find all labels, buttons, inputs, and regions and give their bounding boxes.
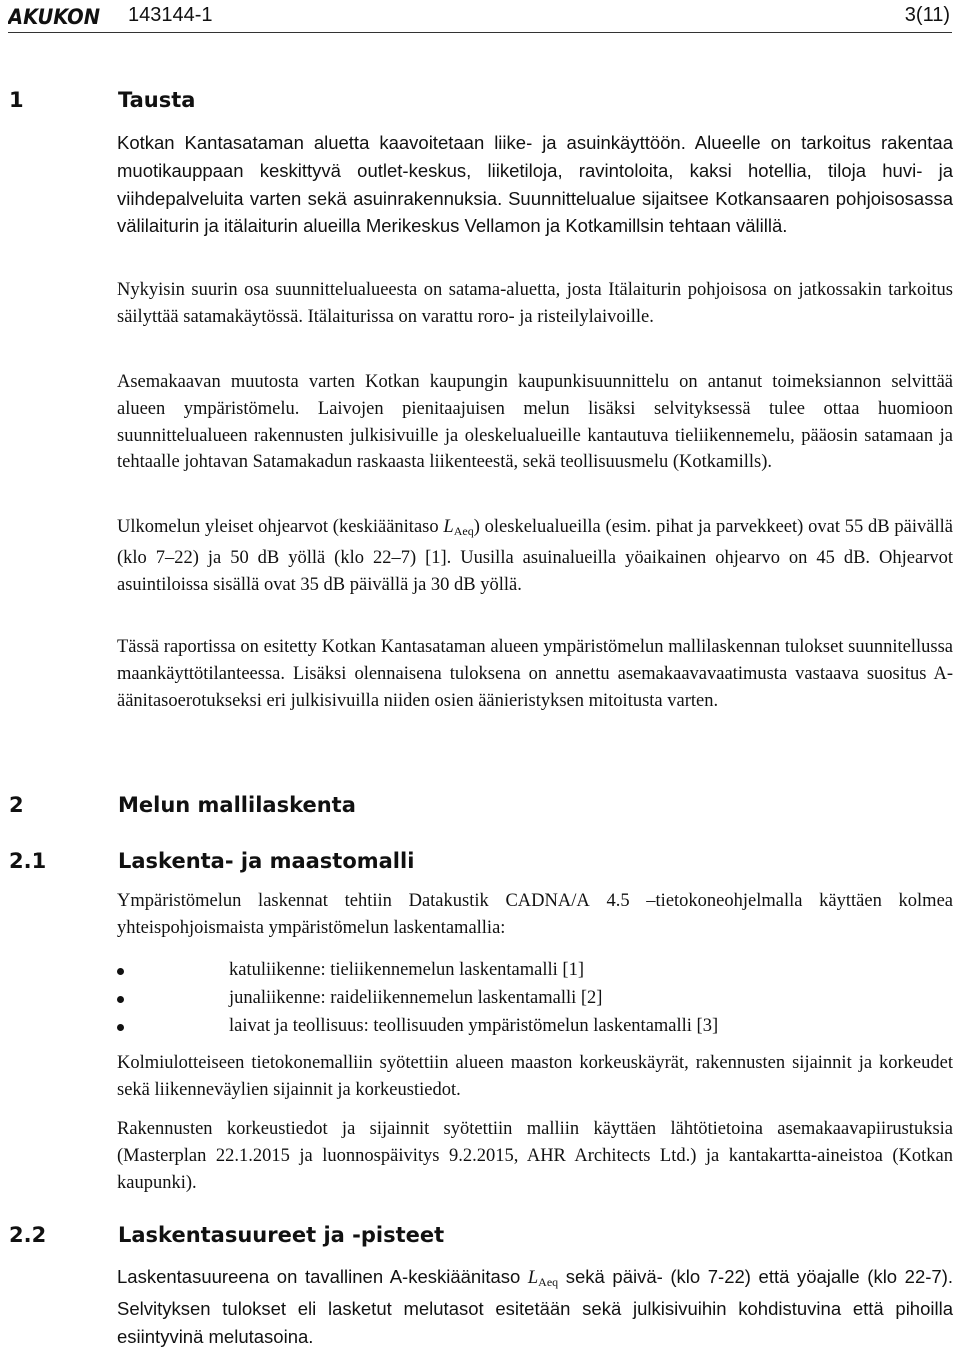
list-item-text: laivat ja teollisuus: teollisuuden ympäristömelun laskentamalli [3] bbox=[229, 1016, 719, 1036]
section-title: Tausta bbox=[118, 88, 196, 112]
laeq-subscript: Aeq bbox=[538, 1275, 559, 1289]
paragraph-report-scope: Tässä raportissa on esitetty Kotkan Kantasataman alueen ympäristömelun mallilaskennan tulokset suunnitellussa maankäyttötilanteessa. Lisäksi olennaisena tuloksena on annettu asemakaavavaatimusta vastaava suositus A-äänitasoerotukseksi eri julkisivuilla niiden osien äänieristyksen mitoitusta varten. bbox=[117, 637, 953, 711]
section-number: 2.1 bbox=[9, 849, 47, 873]
paragraph-calculation-quantity bbox=[117, 1264, 953, 1351]
bullet-icon bbox=[117, 996, 124, 1003]
paragraph-3d-model: Kolmiulotteiseen tietokonemalliin syötettiin alueen maaston korkeuskäyrät, rakennusten sijainnit ja korkeudet sekä liikenneväylien sijainnit ja korkeustiedot. bbox=[117, 1053, 953, 1100]
list-item-text: junaliikenne: raideliikennemelun laskentamalli [2] bbox=[229, 988, 603, 1008]
logo-wordmark: AKUKON bbox=[8, 5, 101, 27]
text-run: ) oleskelualueilla (esim. pihat ja parvekkeet) ovat 55 dB päivällä (klo 7–22) ja 50 dB yöllä (klo 22–7) [1]. Uusilla asuinalueilla yöaikainen ohjearvo on 45 dB. Ohjearvot asuintiloissa sisällä ovat 35 dB päivällä ja 30 dB yöllä. bbox=[117, 517, 953, 595]
text-run: Laskentasuureena on tavallinen A-keskiäänitaso bbox=[117, 1266, 528, 1287]
list-item bbox=[117, 1012, 953, 1040]
bullet-icon bbox=[117, 968, 124, 975]
list-item bbox=[117, 984, 953, 1012]
text-run: sekä päivä- (klo 7-22) että yöajalle (klo 22-7). Selvityksen tulokset eli lasketut melutasot esitetään sekä julkisivuihin kohdistuvina että pihoilla esiintyvinä melutasoina. bbox=[117, 1266, 954, 1347]
bullet-icon bbox=[117, 1024, 124, 1031]
software-name: CADNA/A bbox=[505, 891, 590, 911]
text-run: Ympäristömelun laskennat tehtiin Datakustik bbox=[117, 891, 506, 911]
list-item bbox=[117, 956, 953, 984]
section-title: Laskentasuureet ja -pisteet bbox=[118, 1223, 445, 1247]
paragraph-current-use: Nykyisin suurin osa suunnittelualueesta on satama-aluetta, josta Itälaiturin pohjoisosa on jatkossakin tarkoitus säilyttää satamakäytössä. Itälaiturissa on varattu roro- ja risteilylaivoille. bbox=[117, 280, 953, 327]
logo-glyph-icon bbox=[8, 5, 100, 27]
section-number: 2.2 bbox=[9, 1223, 47, 1247]
section-number: 2 bbox=[9, 793, 24, 817]
paragraph-assignment: Asemakaavan muutosta varten Kotkan kaupungin kaupunkisuunnittelu on antanut toimeksiannon selvittää alueen ympäristömelu. Laivojen pienitaajuisen melun lisäksi selvityksessä tulee ottaa huomioon suunnittelualueen rakennusten julkisivuille ja oleskelualueille kantautuva tieliikennemelu, pääosin satamaan ja tehtaalle johtavan Satamakadun raskaasta liikenteestä, sekä teollisuusmelu (Kotkamills). bbox=[117, 372, 953, 473]
paragraph-guideline-values bbox=[117, 514, 953, 598]
list-item-text: katuliikenne: tieliikennemelun laskentamalli [1] bbox=[229, 960, 584, 980]
paragraph-background bbox=[117, 130, 953, 241]
section-title: Laskenta- ja maastomalli bbox=[118, 849, 415, 873]
paragraph-building-data: Rakennusten korkeustiedot ja sijainnit syötettiin malliin käyttäen lähtötietoina asemakaavapiirustuksia (Masterplan 22.1.2015 ja luonnospäivitys 9.2.2015, AHR Architects Ltd.) ja kantakartta-aineistoa (Kotkan kaupunki). bbox=[117, 1119, 953, 1193]
section-title: Melun mallilaskenta bbox=[118, 793, 356, 817]
laeq-symbol: L bbox=[527, 1268, 539, 1288]
laeq-symbol: L bbox=[443, 517, 454, 537]
document-number: 143144-1 bbox=[128, 4, 213, 26]
akukon-logo bbox=[8, 5, 102, 32]
paragraph-text: Suunnittelualue sijaitsee Kotkansaaren pohjoisosassa välilaiturin ja itälaiturin alueilla Merikeskus Vellamon ja Kotkamillsin tehtaan välillä. bbox=[117, 187, 953, 237]
paragraph-text: Kotkan Kantasataman aluetta kaavoitetaan liike- ja asuinkäyttöön. Alueelle on tarkoitus rakentaa muotikauppaan keskittyvä outlet-keskus, liiketiloja, ravintoloita, kaksi hotellia, tiloja huvi- ja viihdepalveluita varten sekä asuinrakennuksia. bbox=[117, 132, 953, 209]
section-number: 1 bbox=[9, 88, 24, 112]
laeq-subscript: Aeq bbox=[453, 524, 474, 538]
paragraph-calculation-software bbox=[117, 888, 953, 942]
page-header bbox=[8, 0, 952, 33]
page-number: 3(11) bbox=[904, 4, 950, 26]
calculation-models-list bbox=[117, 956, 953, 1040]
text-run: 4.5 –tietokoneohjelmalla käyttäen kolmea yhteispohjoismaista ympäristömelun laskentamallia: bbox=[117, 891, 953, 938]
text-run: Ulkomelun yleiset ohjearvot (keskiäänitaso bbox=[117, 517, 444, 537]
